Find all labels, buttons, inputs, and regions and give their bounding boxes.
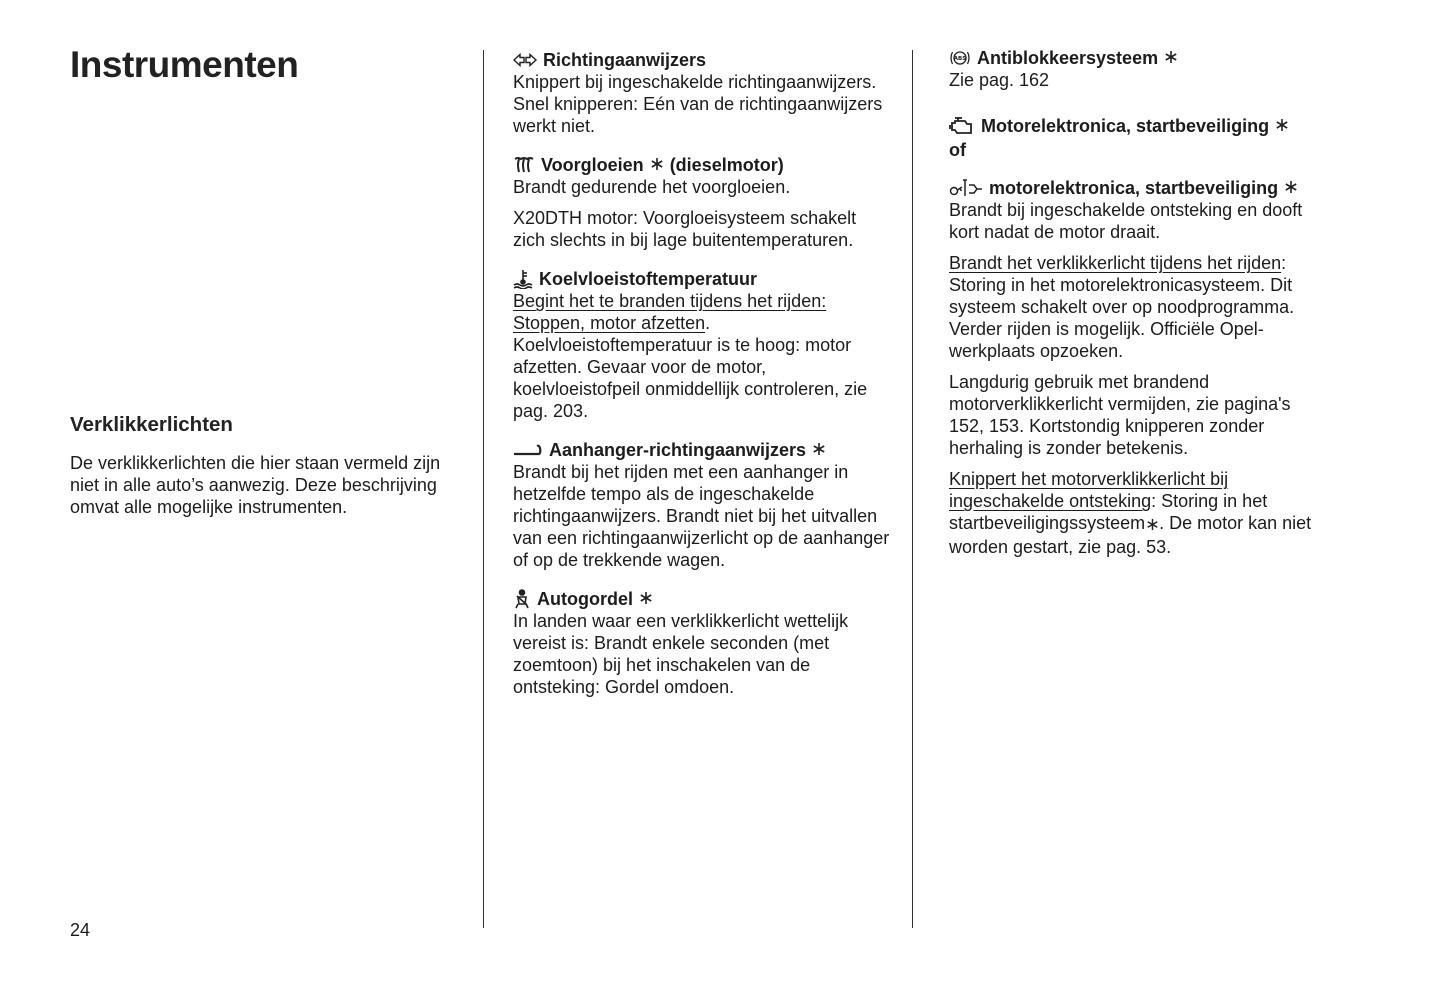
coolant-temperature-icon xyxy=(513,269,533,289)
underlined-warning: Begint het te branden tijdens het rijden: Stoppen, motor afzetten xyxy=(513,291,827,333)
section-title: Verklikkerlichten xyxy=(70,413,233,436)
engine-key-icon xyxy=(949,178,983,198)
entry-title: Antiblokkeersysteem xyxy=(977,48,1159,68)
middle-column xyxy=(513,49,893,715)
underlined-warning: Brandt het verklikkerlicht tijdens het rijden xyxy=(949,253,1282,273)
entry-title: Autogordel xyxy=(537,589,633,609)
entry-text: In landen waar een verklikkerlicht wettelijk vereist is: Brandt enkele seconden (met zoemtoon) bij het inschakelen van de ontsteking: Gordel omdoen. xyxy=(513,611,849,697)
entry-text: . De motor kan niet worden gestart, zie pag. 53. xyxy=(949,513,1312,557)
entry-engine-electronics xyxy=(949,115,1329,558)
entry-text: Brandt gedurende het voorgloeien. xyxy=(513,177,791,197)
entry-text: Knippert bij ingeschakelde richtingaanwijzers. xyxy=(513,72,877,92)
or-word: of xyxy=(949,140,966,160)
intro-paragraph: De verklikkerlichten die hier staan vermeld zijn niet in alle auto’s aanwezig. Deze beschrijving omvat alle mogelijke instrumenten. xyxy=(70,453,441,517)
entry-text: Snel knipperen: Eén van de richtingaanwijzers werkt niet. xyxy=(513,94,883,136)
entry-text: Brandt bij ingeschakelde ontsteking en dooft kort nadat de motor draait. xyxy=(949,200,1303,242)
entry-text: Brandt bij het rijden met een aanhanger in hetzelfde tempo als de ingeschakelde richtingaanwijzers. Brandt niet bij het uitvallen van een richtingaanwijzerlicht op de aanhanger of op de trekkende wagen. xyxy=(513,462,890,570)
right-column xyxy=(949,47,1329,575)
entry-text: Zie pag. 162 xyxy=(949,70,1050,90)
snowflake-option-icon xyxy=(650,154,664,176)
snowflake-option-icon xyxy=(812,439,826,461)
snowflake-option-icon xyxy=(1275,115,1289,137)
entry-coolant xyxy=(513,268,893,422)
abs-icon xyxy=(949,49,971,67)
snowflake-option-icon xyxy=(639,588,653,610)
entry-preheat xyxy=(513,154,893,251)
entry-text: Langdurig gebruik met brandend motorverklikkerlicht vermijden, zie pagina's 152, 153. Kortstondig knipperen zonder herhaling is zonder betekenis. xyxy=(949,372,1291,458)
entry-title: Koelvloeistoftemperatuur xyxy=(539,269,758,289)
column-divider-right xyxy=(912,50,913,928)
entry-seatbelt xyxy=(513,588,893,698)
snowflake-option-icon xyxy=(1164,47,1178,69)
entry-title: Aanhanger-richtingaanwijzers xyxy=(549,440,807,460)
entry-text: : Storing in het startbeveiligingssysteem xyxy=(949,491,1268,533)
entry-turn-signals xyxy=(513,49,893,137)
engine-check-icon xyxy=(949,116,975,136)
entry-trailer xyxy=(513,439,893,571)
entry-text: . Koelvloeistoftemperatuur is te hoog: motor afzetten. Gevaar voor de motor, koelvloeistofpeil onmiddellijk controleren, zie pag. 203. xyxy=(513,313,868,421)
underlined-warning: Knippert het motorverklikkerlicht bij ingeschakelde ontsteking xyxy=(949,469,1229,511)
entry-title: Richtingaanwijzers xyxy=(543,50,707,70)
entry-text: Storing in het motorelektronicasysteem. Dit systeem schakelt over op noodprogramma. Verder rijden is mogelijk. Officiële Opel-werkplaats opzoeken. xyxy=(949,275,1295,361)
svg-text:ABS: ABS xyxy=(953,56,967,63)
snowflake-option-icon xyxy=(1146,514,1159,536)
entry-title: Motorelektronica, startbeveiliging xyxy=(981,116,1270,136)
trailer-hitch-icon xyxy=(513,442,543,458)
entry-text: X20DTH motor: Voorgloeisysteem schakelt zich slechts in bij lage buitentemperaturen. xyxy=(513,208,857,250)
page-number: 24 xyxy=(70,920,91,940)
entry-title-suffix: (dieselmotor) xyxy=(669,155,784,175)
snowflake-option-icon xyxy=(1284,177,1298,199)
page-title: Instrumenten xyxy=(70,44,299,85)
seatbelt-icon xyxy=(513,589,531,609)
entry-abs xyxy=(949,47,1329,91)
column-divider-left xyxy=(483,50,484,928)
entry-title: motorelektronica, startbeveiliging xyxy=(989,178,1279,198)
entry-text: : xyxy=(1281,253,1287,273)
turn-signal-arrows-icon xyxy=(513,53,537,67)
entry-title: Voorgloeien xyxy=(541,155,644,175)
glow-plug-icon xyxy=(513,156,535,174)
